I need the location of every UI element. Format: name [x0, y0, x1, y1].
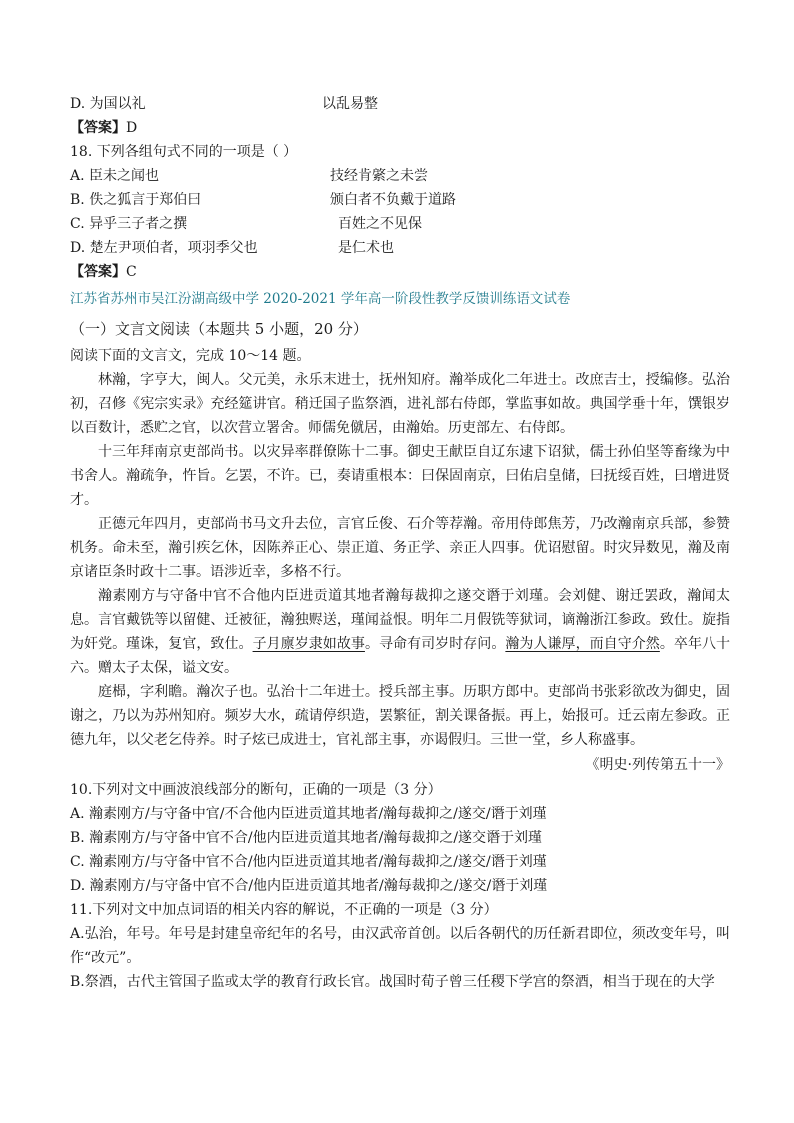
q17-option-d-left: D. 为国以礼 [70, 96, 146, 112]
q17-answer-label: 【答案】 [70, 120, 126, 136]
q18-answer-letter: C [126, 264, 137, 280]
q18-option-d [70, 236, 730, 260]
q18-answer-label: 【答案】 [70, 264, 126, 280]
q17-answer-letter: D [126, 120, 138, 136]
passage-paragraph-2: 十三年拜南京吏部尚书。以灾异率群僚陈十二事。御史王献臣自辽东逮下诏狱，儒士孙伯坚等畜缘为中书舍人。瀚疏争，忤旨。乞罢，不许。已，奏请重根本：曰保固南京，曰佑启皇储，曰抚绥百姓，曰增进贤才。 [70, 444, 730, 508]
passage-p4-part-b: 。寻命有司岁时存问。 [364, 636, 506, 652]
q18-option-a-left: A. 臣未之闻也 [70, 168, 160, 184]
q10-option-c: C. 瀚素刚方/与守备中官不合/他内臣进贡道其地者/瀚每裁抑之/遂交/谮于刘瑾 [70, 854, 547, 870]
q10-stem: 10.下列对文中画波浪线部分的断句，正确的一项是（3 分） [70, 782, 442, 798]
q17-answer [70, 116, 730, 140]
q10-option-d: D. 瀚素刚方/与守备中官不合/他内臣进贡道其地者/瀚每裁抑之/遂交/谮于刘瑾 [70, 878, 548, 894]
underlined-sentence-1: 子月廪岁隶如故事 [252, 636, 365, 652]
q17-option-d-right: 以乱易整 [322, 96, 378, 112]
underlined-sentence-2: 瀚为人谦厚，而自守介然 [505, 636, 660, 652]
q18-option-b [70, 188, 730, 212]
q18-option-a [70, 164, 730, 188]
passage-p4-part-a: 瀚素刚方与守备中官不合他内臣进贡道其地者瀚每裁抑之遂交谮于刘瑾。会刘健、谢迁罢政，瀚闻太息。言官戴铣等以留健、迁被征，瀚独赆送，瑾闻益恨。明年二月假铣等狱词，谪瀚浙江参政。致仕。旋指为奸党。瑾诛，复官，致仕。 [70, 588, 730, 652]
instruction: 阅读下面的文言文，完成 10～14 题。 [70, 348, 311, 364]
passage-paragraph-4 [70, 584, 730, 680]
q11-stem: 11.下列对文中加点词语的相关内容的解说，不正确的一项是（3 分） [70, 902, 498, 918]
q11-option-b: B.祭酒，古代主管国子监或太学的教育行政长官。战国时荀子曾三任稷下学宫的祭酒，相当于现在的大学 [70, 974, 715, 990]
q18-answer [70, 260, 730, 284]
q18-option-c [70, 212, 730, 236]
q18-option-d-right: 是仁术也 [338, 240, 394, 256]
q18-option-c-left: C. 异乎三子者之撰 [70, 216, 188, 232]
passage-paragraph-1: 林瀚，字亨大，闽人。父元美，永乐末进士，抚州知府。瀚举成化二年进士。改庶吉士，授编修。弘治初，召修《宪宗实录》充经筵讲官。稍迁国子监祭酒，进礼部右侍郎，掌监事如故。典国学垂十年，馔银岁以百数计，悉贮之官，以次营立署舍。师儒免僦居，由瀚始。历吏部左、右侍郎。 [70, 372, 730, 436]
passage-p4-part-c: 。卒年八十六。赠太子太保，谥文安。 [70, 636, 731, 676]
q18-option-c-right: 百姓之不见保 [338, 216, 422, 232]
q18-option-b-right: 颁白者不负戴于道路 [330, 192, 456, 208]
q18-stem: 18. 下列各组句式不同的一项是（ ） [70, 144, 298, 160]
q17-option-d [70, 92, 730, 116]
q18-option-d-left: D. 楚左尹项伯者，项羽季父也 [70, 240, 258, 256]
q11-option-a: A.弘治，年号。年号是封建皇帝纪年的名号，由汉武帝首创。以后各朝代的历任新君即位，须改变年号，叫作“改元”。 [70, 926, 730, 966]
q10-option-b: B. 瀚素刚方/与守备中官不合/他内臣进贡道其地者/瀚每裁抑之/遂交谮于刘瑾 [70, 830, 543, 846]
passage-citation: 《明史·列传第五十一》 [585, 757, 730, 773]
q10-option-a: A. 瀚素刚方/与守备中官/不合他内臣进贡道其地者/瀚每裁抑之/遂交/谮于刘瑾 [70, 806, 547, 822]
exam-source-title: 江苏省苏州市吴江汾湖高级中学 2020-2021 学年高一阶段性教学反馈训练语文试卷 [70, 291, 571, 307]
passage-paragraph-3: 正德元年四月，吏部尚书马文升去位，言官丘俊、石介等荐瀚。帝用侍郎焦芳，乃改瀚南京兵部，参赞机务。命未至，瀚引疾乞休，因陈养正心、崇正道、务正学、亲正人四事。优诏慰留。时灾异数见，瀚及南京诸臣条时政十二事。语涉近幸，多格不行。 [70, 516, 730, 580]
passage-paragraph-5: 庭㭿，字利瞻。瀚次子也。弘治十二年进士。授兵部主事。历职方郎中。吏部尚书张彩欲改为御史，固谢之，乃以为苏州知府。频岁大水，疏请停织造，罢繁征，割关课备振。再上，始报可。迁云南左参政。正德九年，以父老乞侍养。时子炫已成进士，官礼部主事，亦谒假归。三世一堂，乡人称盛事。 [70, 684, 730, 748]
q18-option-b-left: B. 佚之狐言于郑伯曰 [70, 192, 202, 208]
document-page [70, 92, 730, 994]
section-title: （一）文言文阅读（本题共 5 小题，20 分） [70, 320, 368, 338]
q18-option-a-right: 技经肯綮之未尝 [330, 168, 428, 184]
